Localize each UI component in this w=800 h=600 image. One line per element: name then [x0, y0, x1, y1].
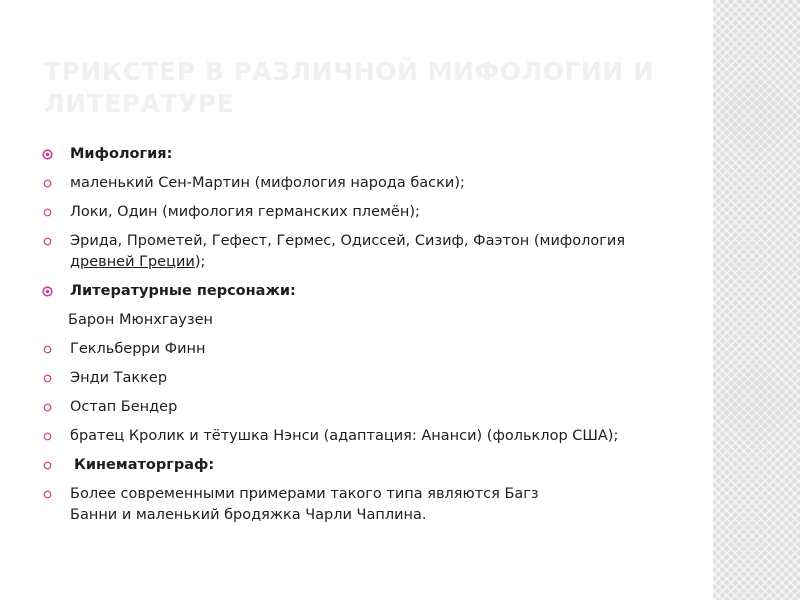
- list-item-text-after: );: [194, 254, 206, 270]
- list-item-heading-literary: [40, 281, 690, 302]
- bullet-list: [40, 144, 690, 534]
- list-item-text: Литературные персонажи:: [70, 283, 296, 299]
- list-item: [40, 310, 690, 331]
- list-item-text: Мифология:: [70, 146, 173, 162]
- circle-bullet-icon: [42, 286, 53, 297]
- list-item: [40, 202, 690, 223]
- list-item-text: братец Кролик и тётушка Нэнси (адаптация: Ананси) (фольклор США);: [70, 428, 619, 444]
- circle-bullet-icon: [43, 237, 52, 246]
- list-item: [40, 339, 690, 360]
- circle-bullet-icon: [43, 374, 52, 383]
- list-item-text: маленький Сен-Мартин (мифология народа баски);: [70, 175, 465, 191]
- circle-bullet-icon: [43, 490, 52, 499]
- circle-bullet-icon: [43, 208, 52, 217]
- list-item-text: Барон Мюнхгаузен: [68, 312, 213, 328]
- circle-bullet-icon: [42, 149, 53, 160]
- list-item-text: Энди Таккер: [70, 370, 168, 386]
- list-item: [40, 426, 690, 447]
- circle-bullet-icon: [43, 432, 52, 441]
- list-item: [40, 231, 690, 273]
- list-item-text-before: Эрида, Прометей, Гефест, Гермес, Одиссей, Сизиф, Фаэтон (мифология: [70, 233, 626, 249]
- list-item-text-line1: Более современными примерами такого типа являются Багз: [70, 486, 539, 502]
- decorative-side-stripe: [713, 0, 800, 600]
- greece-link[interactable]: древней Греции: [70, 254, 195, 270]
- circle-bullet-icon: [43, 461, 52, 470]
- list-item: [40, 397, 690, 418]
- list-item-text: Остап Бендер: [70, 399, 178, 415]
- circle-bullet-icon: [43, 179, 52, 188]
- list-item: [40, 368, 690, 389]
- list-item-text: Локи, Один (мифология германских племён);: [70, 204, 420, 220]
- list-item-text-line2: Банни и маленький бродяжка Чарли Чаплина.: [70, 507, 427, 523]
- list-item: [40, 173, 690, 194]
- slide-title: ТРИКСТЕР В РАЗЛИЧНОЙ МИФОЛОГИИ И ЛИТЕРАТУРЕ: [44, 57, 655, 118]
- list-item-text: Кинематорграф:: [74, 457, 215, 473]
- list-item-text: Гекльберри Финн: [70, 341, 206, 357]
- circle-bullet-icon: [43, 403, 52, 412]
- list-item-heading-cinema: [40, 455, 690, 476]
- list-item: [40, 484, 690, 526]
- list-item-heading-mythology: [40, 144, 690, 165]
- circle-bullet-icon: [43, 345, 52, 354]
